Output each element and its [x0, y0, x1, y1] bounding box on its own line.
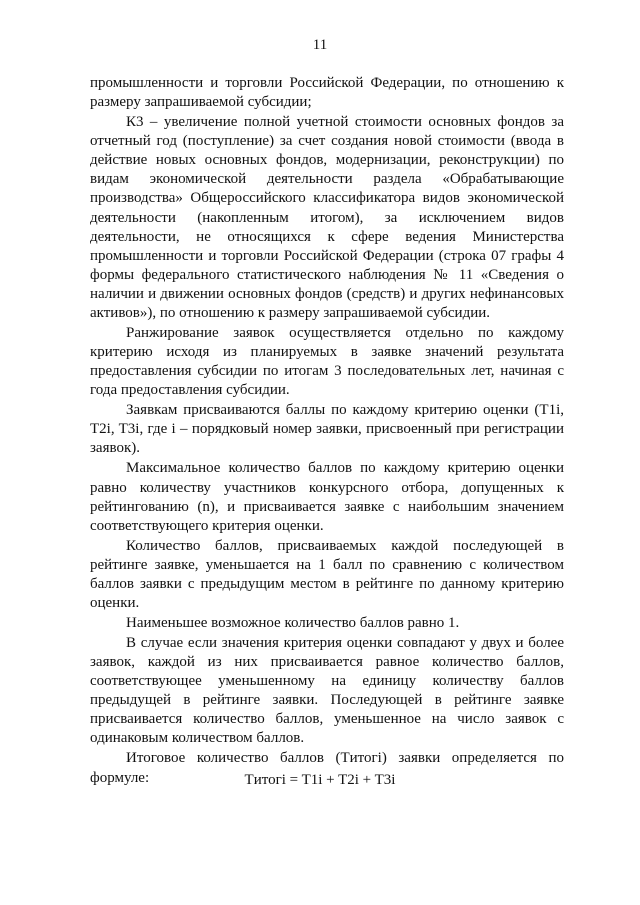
paragraph-max-score: Максимальное количество баллов по каждому критерию оценки равно количеству участников конкурсного отбора, допущенных к рейтингованию (n), и присваивается заявке с наибольшим значением соответствующего критерия оценки.	[90, 460, 564, 534]
paragraph-score-decrement: Количество баллов, присваиваемых каждой последующей в рейтинге заявке, уменьшается на 1 балл по сравнению с количеством баллов заявки с предыдущим местом в рейтинге по данному критерию оценки.	[90, 537, 564, 611]
paragraph-ties: В случае если значения критерия оценки совпадают у двух и более заявок, каждой из них присваивается равное количество баллов, соответствующее уменьшенному на единицу количеству баллов предыдущей в рейтинге заявки. Последующей в рейтинге заявке присваивается количество баллов, уменьшенное на число заявок с одинаковым количеством баллов.	[90, 634, 564, 747]
paragraph-min-score: Наименьшее возможное количество баллов равно 1.	[126, 614, 460, 631]
paragraph-k3-definition: К3 – увеличение полной учетной стоимости основных фондов за отчетный год (поступление) за счет создания новой стоимости (ввода в действие новых основных фондов, модернизации, реконструкции) по видам экономической деятельности раздела «Обрабатывающие производства» Общероссийского классификатора видов экономической деятельности (накопленным итогом), за исключением видов деятельности, не относящихся к сфере ведения Министерства промышленности и торговли Российской Федерации (строка 07 графы 4 формы федерального статистического наблюдения № 11 «Сведения о наличии и движении основных фондов (средств) и других нефинансовых активов»), по отношению к размеру запрашиваемой субсидии.	[90, 114, 564, 322]
document-body	[90, 74, 564, 788]
formula: Tитогi = T1i + T2i + T3i	[244, 772, 396, 788]
paragraph-continuation: промышленности и торговли Российской Федерации, по отношению к размеру запрашиваемой субсидии;	[90, 75, 564, 111]
paragraph-scores-assignment: Заявкам присваиваются баллы по каждому критерию оценки (T1i, T2i, T3i, где i – порядковый номер заявки, присвоенный при регистрации заявок).	[90, 402, 564, 457]
paragraph-ranking: Ранжирование заявок осуществляется отдельно по каждому критерию исходя из планируемых в заявке значений результата предоставления субсидии по итогам 3 последовательных лет, начиная с года предоставления субсидии.	[90, 325, 564, 399]
paragraph-total-score: Итоговое количество баллов (Tитогi) заявки определяется по формуле:	[90, 750, 564, 786]
page-number: 11	[312, 37, 328, 53]
